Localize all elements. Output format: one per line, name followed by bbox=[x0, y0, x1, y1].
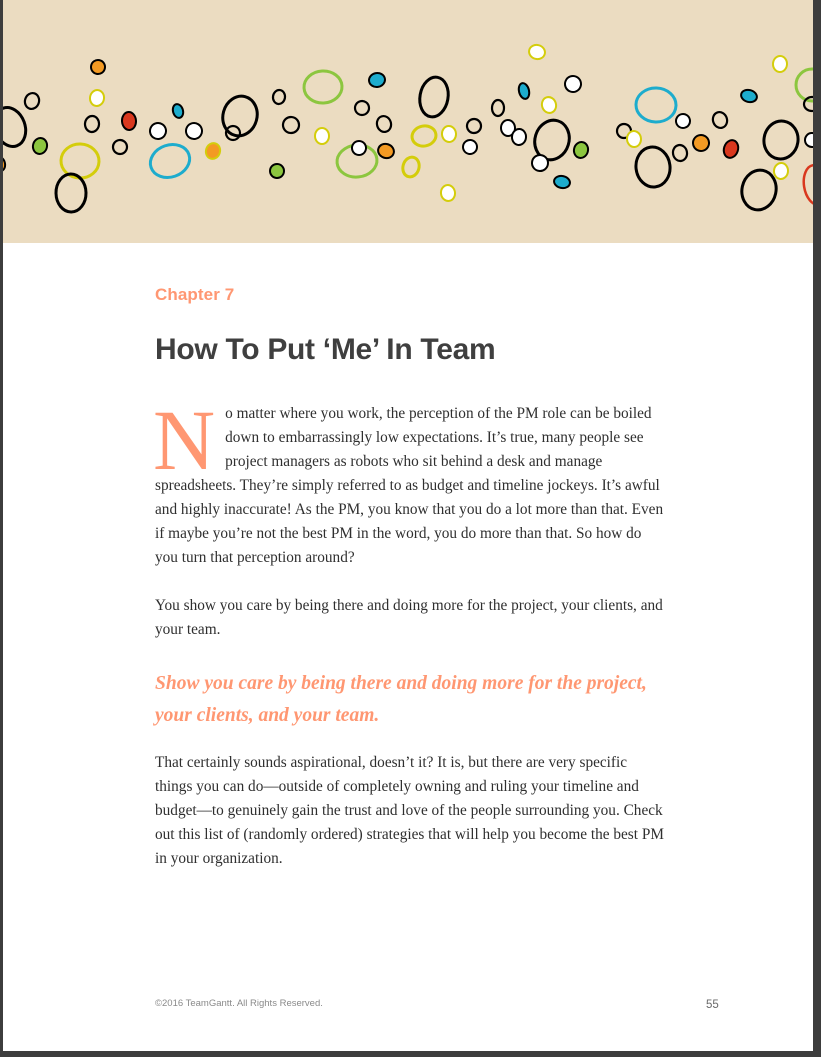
circle-icon bbox=[773, 162, 789, 179]
circle-icon bbox=[23, 91, 41, 110]
pull-quote: Show you care by being there and doing more for the project, your clients, and your team. bbox=[155, 673, 647, 726]
circle-icon bbox=[740, 88, 759, 104]
circle-icon bbox=[31, 137, 48, 156]
document-page bbox=[3, 0, 813, 1051]
circle-icon bbox=[315, 128, 329, 144]
circle-icon bbox=[417, 75, 452, 119]
circle-icon bbox=[56, 174, 87, 213]
circle-icon bbox=[626, 131, 641, 148]
intro-paragraph bbox=[153, 392, 667, 570]
circle-icon bbox=[531, 154, 549, 172]
circle-icon bbox=[303, 70, 343, 104]
circle-icon bbox=[354, 100, 371, 117]
circle-icon bbox=[441, 125, 456, 142]
page-title: How To Put ‘Me’ In Team bbox=[155, 333, 496, 366]
intro-paragraph-text: o matter where you work, the perception of the PM role can be boiled down to embarrassingly low expectations. It’s true, many people see project managers as robots who sit behind a desk and manage spreadsheets. They’re simply referred to as budget and timeline jockeys. It’s awful and highly inaccurate! As the PM, you know that you do a lot more than that. Even if maybe you’re not the best PM in the word, you do more than that. So how do you turn that perception around? bbox=[155, 405, 664, 566]
body-paragraph: That certainly sounds aspirational, doesn’t it? It is, but there are very specific things you can do—outside of completely owning and ruling your timeline and budget—to genuinely gain the trust and love of the people surrounding you. Check out this list of (randomly ordered) strategies that will help you become the best PM in your organization. bbox=[155, 754, 664, 867]
chapter-label: Chapter 7 bbox=[155, 285, 235, 304]
circle-icon bbox=[225, 125, 242, 142]
circle-icon bbox=[517, 82, 531, 100]
circle-icon bbox=[204, 141, 222, 161]
circle-icon bbox=[375, 114, 393, 133]
circle-icon bbox=[272, 89, 286, 105]
circle-icon bbox=[711, 110, 729, 130]
circle-icon bbox=[149, 122, 168, 141]
decorative-banner bbox=[3, 0, 813, 243]
circle-icon bbox=[672, 144, 689, 162]
circle-icon bbox=[410, 124, 437, 148]
circles-illustration bbox=[3, 0, 813, 243]
circle-icon bbox=[634, 145, 673, 189]
circle-icon bbox=[270, 164, 285, 179]
circle-icon bbox=[440, 184, 456, 202]
circle-icon bbox=[3, 103, 31, 151]
circle-icon bbox=[528, 43, 547, 60]
circle-icon bbox=[121, 112, 136, 131]
circle-icon bbox=[90, 59, 106, 75]
circle-icon bbox=[572, 141, 589, 160]
circle-icon bbox=[761, 119, 801, 162]
circle-icon bbox=[467, 119, 482, 134]
footer-copyright: ©2016 TeamGantt. All Rights Reserved. bbox=[155, 998, 323, 1009]
circle-icon bbox=[146, 139, 194, 182]
circle-icon bbox=[401, 155, 422, 179]
circle-icon bbox=[691, 133, 711, 153]
circle-icon bbox=[804, 132, 813, 147]
circle-icon bbox=[540, 95, 558, 114]
circle-icon bbox=[368, 72, 386, 88]
circle-icon bbox=[3, 156, 6, 172]
circle-icon bbox=[462, 139, 478, 155]
circle-icon bbox=[112, 139, 128, 155]
circle-icon bbox=[563, 74, 584, 95]
circle-icon bbox=[89, 89, 105, 107]
circle-icon bbox=[553, 175, 571, 190]
circle-icon bbox=[171, 103, 184, 119]
circle-icon bbox=[376, 142, 396, 160]
circle-icon bbox=[773, 56, 788, 73]
body-paragraph: You show you care by being there and doing more for the project, your clients, and your team. bbox=[155, 597, 663, 638]
circle-icon bbox=[801, 163, 813, 206]
circle-icon bbox=[184, 121, 203, 140]
circle-icon bbox=[84, 115, 99, 132]
circle-icon bbox=[722, 138, 741, 159]
circle-icon bbox=[492, 100, 504, 116]
drop-cap: N bbox=[153, 392, 216, 488]
circle-icon bbox=[511, 128, 526, 145]
circle-icon bbox=[282, 116, 300, 134]
circle-icon bbox=[675, 113, 692, 130]
page-number: 55 bbox=[706, 999, 719, 1011]
circle-icon bbox=[635, 87, 676, 122]
circle-icon bbox=[350, 139, 368, 157]
